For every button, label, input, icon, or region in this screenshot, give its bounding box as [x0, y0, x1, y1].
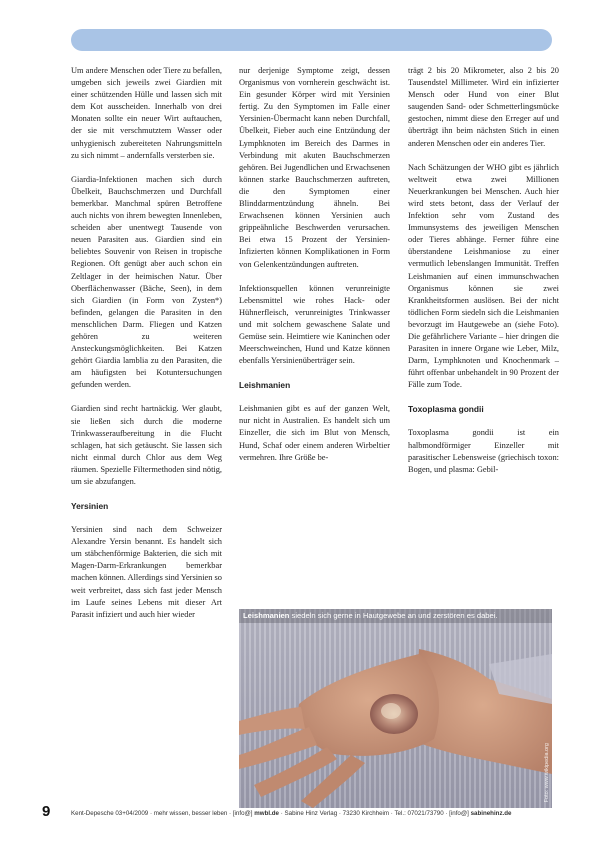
section-heading-toxoplasma: Toxoplasma gondii [408, 404, 484, 415]
paragraph: Yersinien sind nach dem Schweizer Alexandre Yersin benannt. Es handelt sich um stäbchenförmige Bakterien, die sich mit Magen-Darm-Erkrankungen bemerkbar machen können. Allerdings sind Yersinien so weit verbreitet, dass sich fast jeder Mensch im Laufe seines Lebens mit dieser Art Parasit infiziert und auch hier wieder [71, 525, 222, 619]
paragraph: trägt 2 bis 20 Mikrometer, also 2 bis 20 Tausendstel Millimeter. Wird ein infizierter Mensch oder Hund von einer Blut saugenden Sand- oder Schmetterlingsmücke gestochen, nimmt diese den Erreger auf und überträgt ihn beim nächsten Stich in einen anderen Menschen oder ein anderes Tier. [408, 66, 559, 148]
header-decorative-bar [71, 29, 552, 51]
paragraph: Leishmanien gibt es auf der ganzen Welt, nur nicht in Australien. Es handelt sich um Einzeller, die sich im Blut von Mensch, Hund, Schaf oder einem anderen Wirbeltier vermehren. Ihre Größe be- [239, 404, 390, 462]
paragraph: nur derjenige Symptome zeigt, dessen Organismus von vornherein geschwächt ist. Ein gesunder Körper wird mit Yersinien fertig. Zu den Symptomen im Falle einer Yersinien-Übermacht kann neben Durchfall, Übelkeit, Fieber auch eine Entzündung der Lymphknoten im Bereich des Darmes in Verbindung mit akuten Bauchschmerzen gehören. Bei Jugendlichen und Erwachsenen können starke Bauchschmerzen auftreten, die den Symptomen einer Blinddarmentzündung ähneln. Bei Erwachsenen können Yersinien auch grippeähnliche Beschwerden verursachen. Bei etwa 15 Prozent der Yersinien-Infizierten können Komplikationen in Form von Gelenkentzündungen auftreten. [239, 66, 390, 269]
section-heading-yersinien: Yersinien [71, 501, 109, 512]
photo-credit: Foto: www.wikipedia.org [544, 742, 550, 802]
paragraph: Infektionsquellen können verunreinigte Lebensmittel wie rohes Hack- oder Hühnerfleisch, verunreinigtes Trinkwasser und mit solchem gewaschene Salate und Gemüse sein. Heimtiere wie Kaninchen oder Meerschweinchen, Hund und Katze können ebenfalls Yersinienüberträger sein. [239, 283, 390, 366]
page-footer: Kent-Depesche 03+04/2009 · mehr wissen, besser leben · [info@] mwbl.de · Sabine Hinz Verlag · 73230 Kirchheim · Tel.: 07021/73790 · [info@] sabinehinz.de [71, 810, 512, 817]
paragraph: Um andere Menschen oder Tiere zu befallen, umgeben sich jeweils zwei Giardien mit einer schützenden Hülle und lassen sich mit dem Kot ausscheiden. Innerhalb von drei Monaten sollte ein neuer Wirt auftauchen, der sie mit verschmutztem Wasser oder unhygienisch zubereiteten Nahrungsmitteln zu sich nimmt – andernfalls versterben sie. [71, 66, 222, 160]
paragraph: Toxoplasma gondii ist ein halbmondförmiger Einzeller mit parasitischer Lebensweise (griechisch toxon: Bogen, und plasma: Gebil- [408, 428, 559, 474]
text-column-1 [71, 65, 222, 633]
text-column-3 [408, 65, 559, 488]
page-number: 9 [42, 803, 51, 820]
text-column-2 [239, 65, 390, 476]
paragraph: Giardia-Infektionen machen sich durch Übelkeit, Bauchschmerzen und Durchfall bemerkbar. Manchmal spüren Betroffene auch nichts von ihrem bewegten Innenleben, scheiden aber unentwegt Tausende von neuen Parasiten aus. Giardien sind ein beliebtes Souvenir von Reisen in tropische Regionen. Oft genügt aber auch schon ein Zeltlager in der heimischen Natur. Über Oberflächenwasser (Bäche, Seen), in dem sich Giardien (in Form von Zysten*) befinden, gelangen die Parasiten in den menschlichen Darm. Fliegen und Katzen gehören zu weiteren Ansteckungsmöglichkeiten. Bei Katzen gehört Giardia lamblia zu den Parasiten, die am häufigsten bei Kotuntersuchungen gefunden werden. [71, 174, 222, 390]
section-heading-leishmanien: Leishmanien [239, 380, 291, 391]
photo-caption: Leishmanien siedeln sich gerne in Hautgewebe an und zerstören es dabei. [239, 609, 552, 623]
leishmania-skin-lesion-photo [239, 609, 552, 808]
hand-lesion-illustration [239, 609, 552, 808]
paragraph: Nach Schätzungen der WHO gibt es jährlich weltweit etwa zwei Millionen Neuerkrankungen bei Menschen. Auch hier wird stets betont, dass der Verlauf der Infektion sehr vom Zustand des Immunsystems des jeweiligen Menschen oder Tieres abhänge. Ferner führe eine überstandene Leishmaniose zu einer vermutlich lebenslangen Immunität. Treffen Leishmanien auf einen immunschwachen Organismus können sie zwei Krankheitsformen auslösen. Bei der nicht tödlichen Form siedeln sich die Leishmanien bevorzugt im Hautgewebe an (siehe Foto). Die gefährlichere Variante – hier dringen die Parasiten in innere Organe wie Leber, Milz, Darm, Lymphknoten und Knochenmark – führt offenbar unbehandelt in 90 Prozent der Fälle zum Tode. [408, 162, 559, 390]
paragraph: Giardien sind recht hartnäckig. Wer glaubt, sie ließen sich durch die moderne Trinkwasseraufbereitung in die Flucht schlagen, hat sich getäuscht. Sie lassen sich nicht einmal durch Chlor aus dem Weg räumen. Spezielle Filtermethoden sind nötig, um sie abzufangen. [71, 404, 222, 486]
